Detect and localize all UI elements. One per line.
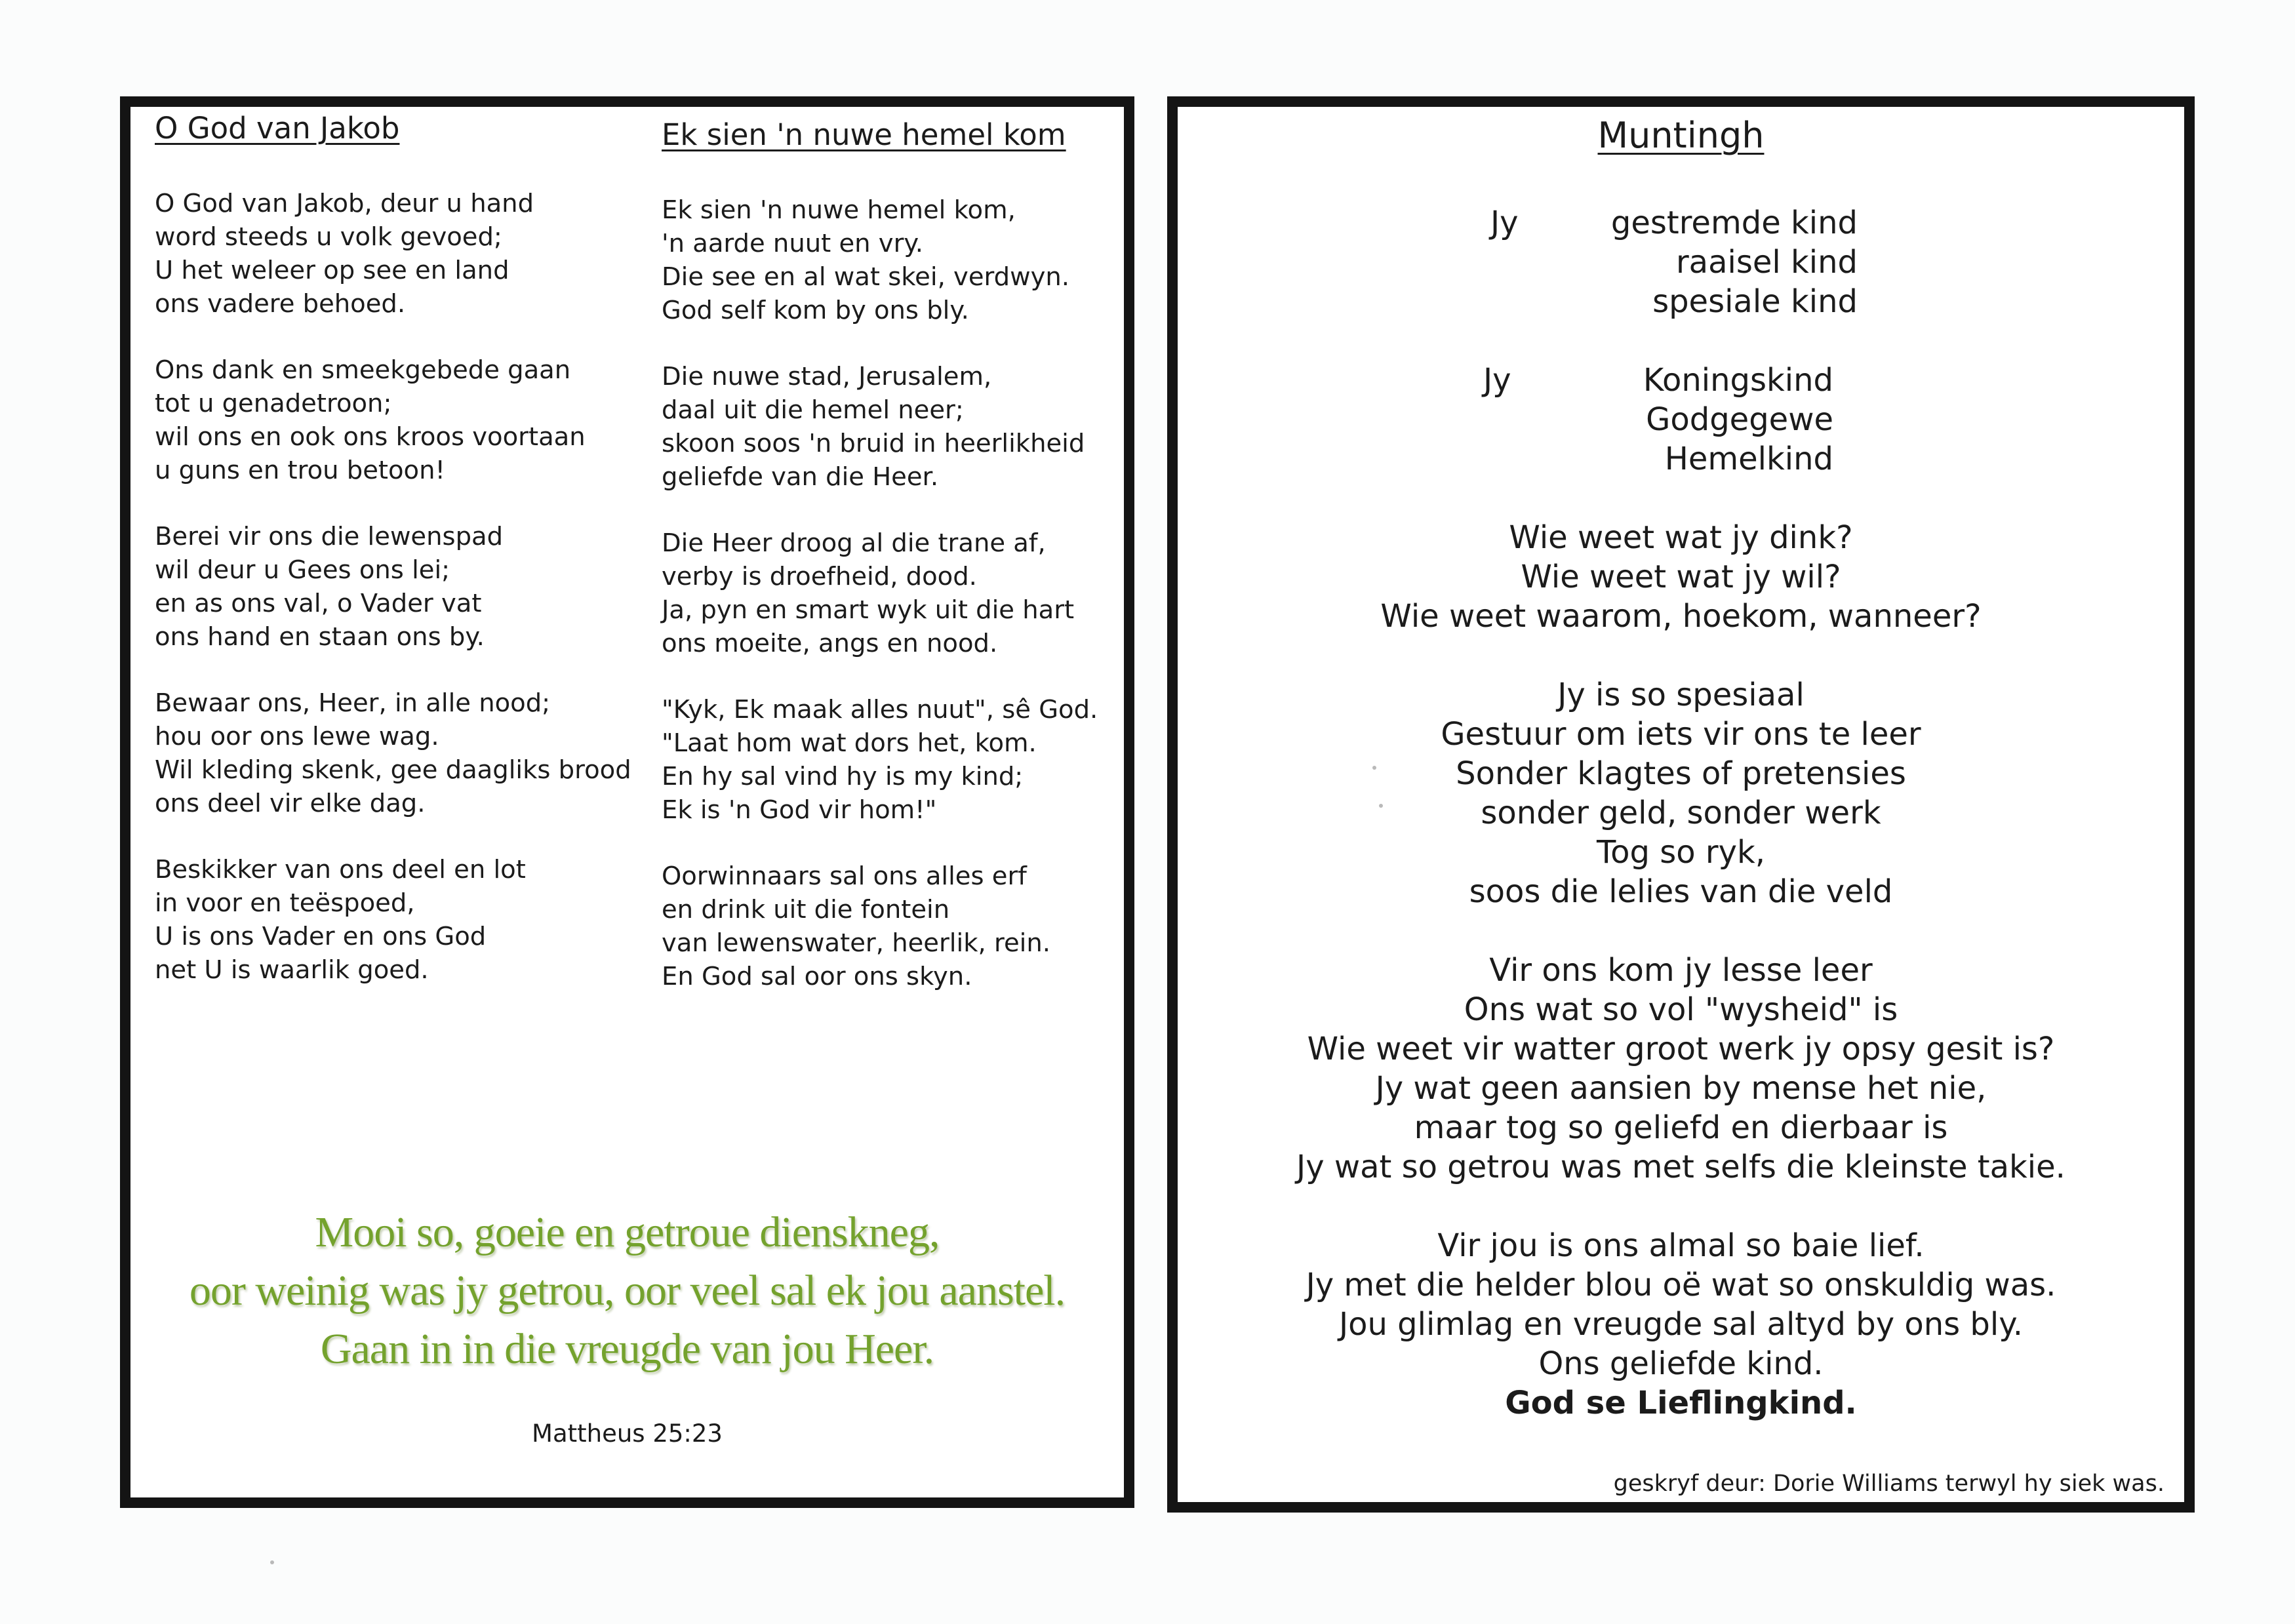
verse-line: Bewaar ons, Heer, in alle nood; — [155, 688, 551, 718]
verse-line: wil ons en ook ons kroos voortaan — [155, 422, 586, 452]
verse-line: word steeds u volk gevoed; — [155, 222, 502, 252]
stanza — [155, 686, 631, 820]
verse-line: tot u genadetroon; — [155, 389, 392, 418]
left-page — [120, 96, 1134, 1508]
stanza — [662, 193, 1098, 327]
verse-line: Die see en al wat skei, verdwyn. — [662, 262, 1070, 292]
poem-line: sonder geld, sonder werk — [1481, 795, 1881, 831]
verse-line: wil deur u Gees ons lei; — [155, 555, 450, 585]
jy-item: Godgegewe — [1646, 401, 1833, 438]
verse-line: "Laat hom wat dors het, kom. — [662, 728, 1037, 758]
stanza — [155, 520, 631, 654]
verse-line: en as ons val, o Vader vat — [155, 589, 482, 618]
verse-line: En hy sal vind hy is my kind; — [662, 762, 1024, 791]
poem-line: Jy met die helder blou oë wat so onskuldig was. — [1306, 1267, 2056, 1303]
verse-line: Die Heer droog al die trane af, — [662, 528, 1046, 558]
stanza — [155, 853, 631, 987]
verse-line: God self kom by ons bly. — [662, 296, 969, 325]
verse-line: Berei vir ons die lewenspad — [155, 522, 504, 551]
closing-line: God se Lieflingkind. — [1505, 1385, 1857, 1421]
jy-list — [1571, 361, 1833, 479]
verse-line: en drink uit die fontein — [662, 895, 950, 924]
quote-line: Mooi so, goeie en getroue dienskneg, — [315, 1208, 940, 1256]
jy-word: Jy — [1483, 362, 1511, 399]
hymn-title: O God van Jakob — [155, 111, 400, 146]
poem-line: Jou glimlag en vreugde sal altyd by ons bly. — [1338, 1306, 2024, 1343]
poem-line: Gestuur om iets vir ons te leer — [1441, 716, 1921, 753]
poem-line: Ons wat so vol "wysheid" is — [1464, 991, 1898, 1028]
verse-line: Ek is 'n God vir hom!" — [662, 795, 937, 825]
poem-line: soos die lelies van die veld — [1469, 873, 1893, 910]
jy-item: Koningskind — [1643, 362, 1833, 399]
poem-line: maar tog so geliefd en dierbaar is — [1414, 1109, 1948, 1146]
verse-line: Beskikker van ons deel en lot — [155, 855, 526, 884]
poem-line: Jy wat so getrou was met selfs die kleinste takie. — [1296, 1149, 2066, 1185]
poem-line: Tog so ryk, — [1596, 834, 1766, 871]
verse-line: verby is droefheid, dood. — [662, 562, 977, 591]
verse-line: ons hand en staan ons by. — [155, 622, 485, 652]
verse-line: Ek sien 'n nuwe hemel kom, — [662, 195, 1016, 225]
jy-item: spesiale kind — [1652, 283, 1858, 320]
verse-line: in voor en teëspoed, — [155, 888, 415, 918]
scripture-quote — [130, 1203, 1124, 1378]
hymn-title: Ek sien 'n nuwe hemel kom — [662, 117, 1066, 152]
scan-speck — [270, 1560, 274, 1564]
verse-line: u guns en trou betoon! — [155, 456, 445, 485]
verse-line: "Kyk, Ek maak alles nuut", sê God. — [662, 695, 1098, 724]
author-note: geskryf deur: Dorie Williams terwyl hy siek was. — [1613, 1471, 2165, 1497]
verse-line: Oorwinnaars sal ons alles erf — [662, 862, 1027, 891]
verse-line: Die nuwe stad, Jerusalem, — [662, 362, 992, 391]
poem-line: Jy is so spesiaal — [1557, 677, 1805, 713]
poem-line: Ons geliefde kind. — [1538, 1345, 1824, 1382]
poem-stanza — [1178, 951, 2184, 1187]
poem-stanza — [1178, 518, 2184, 636]
hymn-stanzas — [662, 193, 1098, 1026]
verse-line: Ons dank en smeekgebede gaan — [155, 355, 571, 385]
verse-line: ons moeite, angs en nood. — [662, 629, 998, 658]
verse-line: Wil kleding skenk, gee daagliks brood — [155, 755, 631, 785]
scan-speck — [1379, 804, 1383, 808]
verse-line: net U is waarlik goed. — [155, 955, 429, 985]
verse-line: ons vadere behoed. — [155, 289, 406, 319]
verse-line: geliefde van die Heer. — [662, 462, 939, 492]
right-page — [1167, 96, 2195, 1513]
poem-stanza — [1178, 675, 2184, 911]
poem-line: Wie weet vir watter groot werk jy opsy gesit is? — [1307, 1031, 2055, 1067]
verse-line: O God van Jakob, deur u hand — [155, 189, 534, 218]
jy-word: Jy — [1490, 205, 1519, 241]
stanza — [662, 526, 1098, 660]
verse-line: U is ons Vader en ons God — [155, 922, 487, 951]
quote-reference: Mattheus 25:23 — [532, 1419, 723, 1448]
scan-speck — [1372, 766, 1376, 770]
poem-title: Muntingh — [1597, 115, 1765, 156]
poem-line: Wie weet waarom, hoekom, wanneer? — [1380, 598, 1982, 635]
verse-line: hou oor ons lewe wag. — [155, 722, 439, 751]
stanza — [662, 360, 1098, 494]
verse-line: U het weleer op see en land — [155, 256, 509, 285]
poem-line: Vir jou is ons almal so baie lief. — [1437, 1227, 1925, 1264]
poem-line: Vir ons kom jy lesse leer — [1489, 952, 1873, 989]
stanza — [662, 693, 1098, 827]
poem-line: Jy wat geen aansien by mense het nie, — [1375, 1070, 1987, 1107]
verse-line: ons deel vir elke dag. — [155, 789, 426, 818]
verse-line: daal uit die hemel neer; — [662, 395, 964, 425]
verse-line: skoon soos 'n bruid in heerlikheid — [662, 429, 1085, 458]
verse-line: 'n aarde nuut en vry. — [662, 229, 923, 258]
quote-line: oor weinig was jy getrou, oor veel sal ek jou aanstel. — [189, 1267, 1066, 1315]
poem-stanza — [1178, 1226, 2184, 1423]
poem-line: Wie weet wat jy wil? — [1521, 559, 1841, 595]
poem-line: Sonder klagtes of pretensies — [1456, 755, 1906, 792]
verse-line: van lewenswater, heerlik, rein. — [662, 928, 1050, 958]
verse-line: En God sal oor ons skyn. — [662, 962, 972, 991]
stanza — [155, 353, 631, 487]
verse-line: Ja, pyn en smart wyk uit die hart — [662, 595, 1075, 625]
poem-line: Wie weet wat jy dink? — [1509, 519, 1853, 556]
quote-line: Gaan in in die vreugde van jou Heer. — [320, 1325, 934, 1373]
hymn-stanzas — [155, 187, 631, 1020]
jy-item: raaisel kind — [1675, 244, 1858, 281]
jy-list — [1595, 203, 1858, 321]
jy-item: Hemelkind — [1664, 441, 1833, 477]
jy-item: gestremde kind — [1610, 205, 1858, 241]
stanza — [662, 860, 1098, 993]
stanza — [155, 187, 631, 321]
